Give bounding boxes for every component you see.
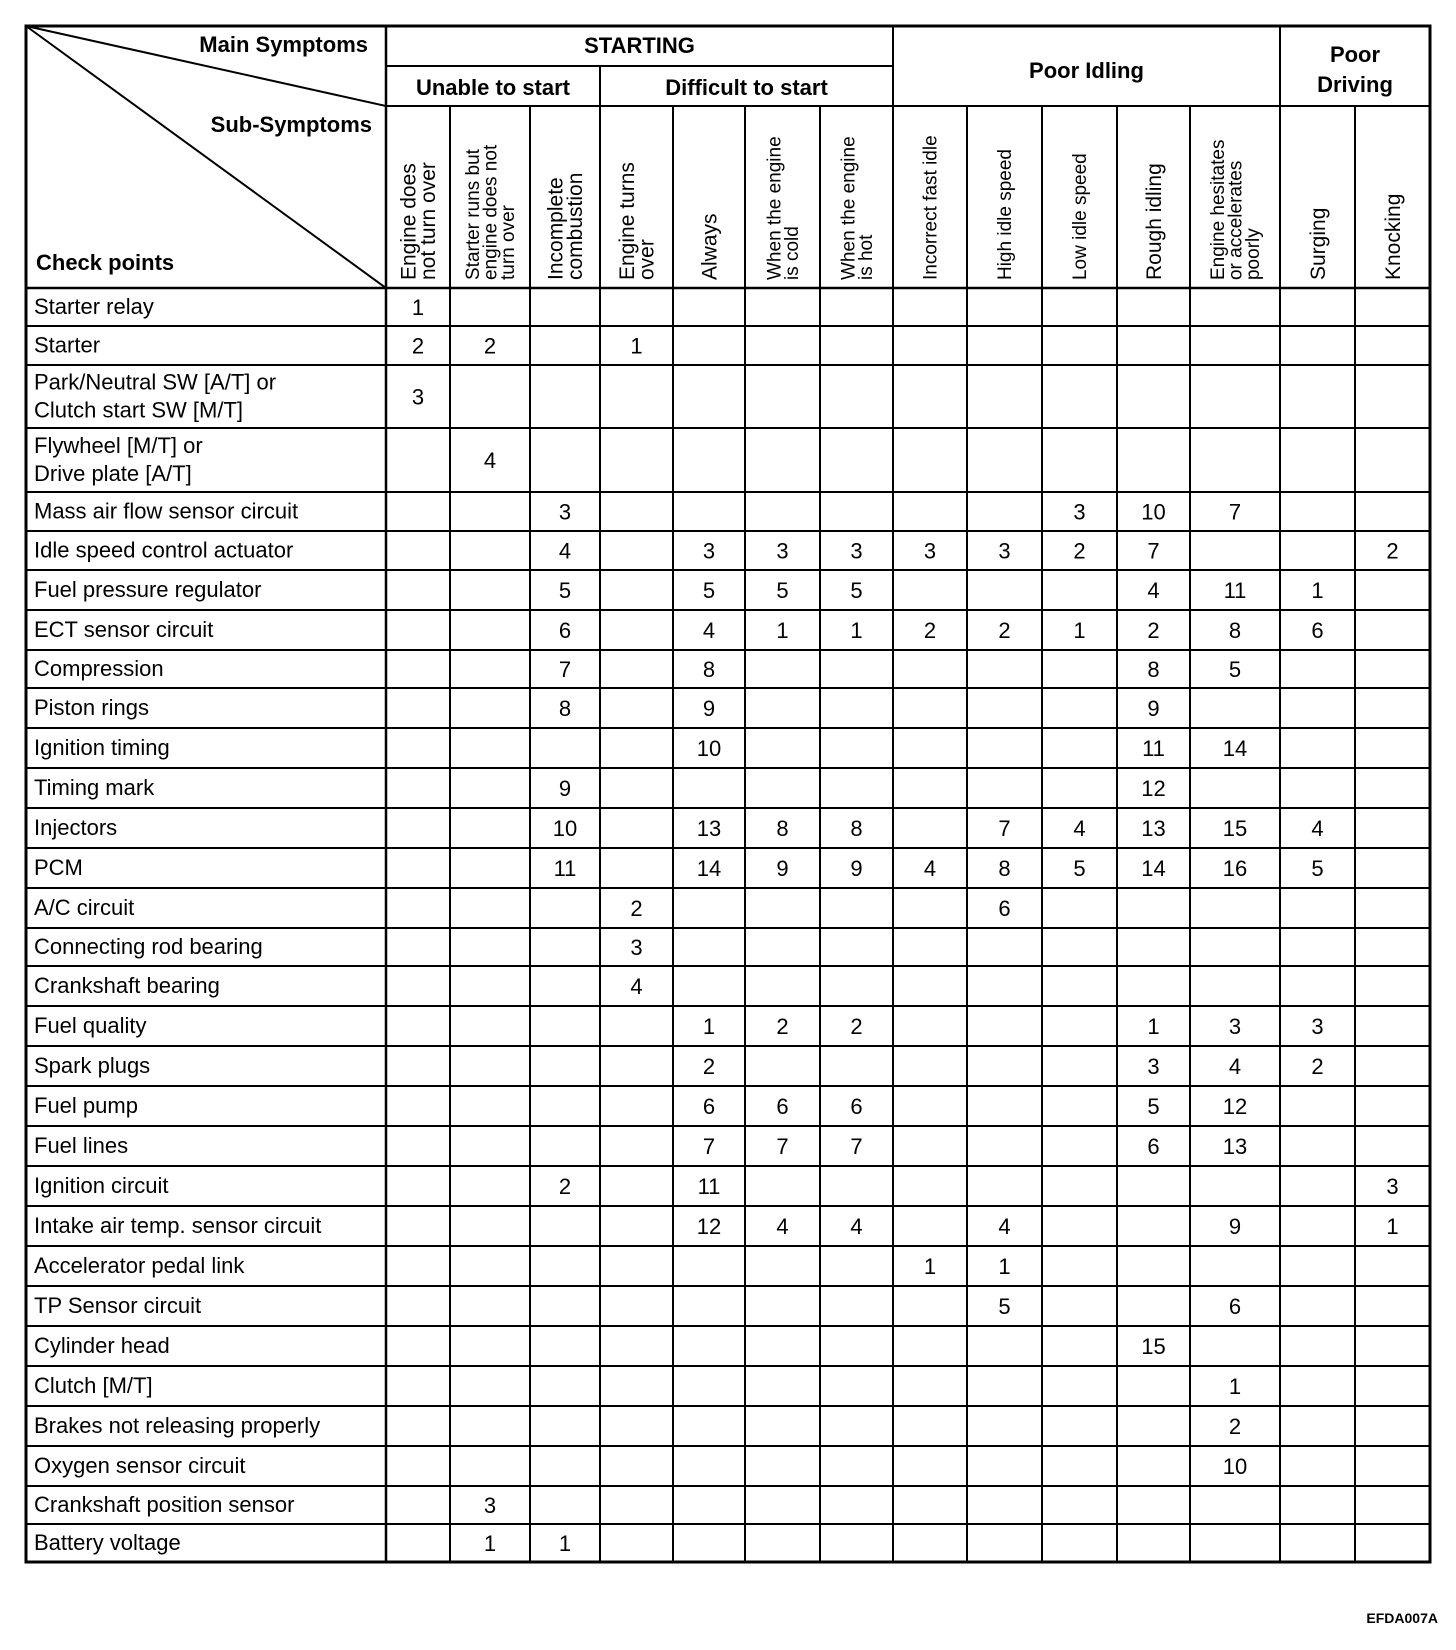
cell-value: 6 bbox=[850, 1094, 863, 1119]
column-header-8: High idle speed bbox=[995, 149, 1017, 280]
cell-value: 8 bbox=[776, 816, 789, 841]
cell-value: 3 bbox=[1073, 499, 1086, 525]
row-label: Ignition timing bbox=[34, 735, 170, 760]
cell-value: 10 bbox=[552, 816, 578, 841]
row-label: Fuel pressure regulator bbox=[34, 577, 262, 602]
cell-value: 1 bbox=[776, 618, 789, 643]
cell-value: 2 bbox=[558, 1174, 572, 1199]
row-label: Connecting rod bearing bbox=[34, 934, 263, 959]
group-poor-driving: Driving bbox=[1317, 72, 1393, 97]
column-header-12: Surging bbox=[1306, 207, 1330, 280]
cell-value: 3 bbox=[776, 538, 789, 564]
cell-value: 5 bbox=[1073, 856, 1086, 881]
row-label: TP Sensor circuit bbox=[34, 1293, 202, 1318]
cell-value: 1 bbox=[1147, 1014, 1160, 1039]
row-label: Drive plate [A/T] bbox=[34, 461, 192, 486]
row-label: Timing mark bbox=[34, 775, 155, 800]
row-label: Starter relay bbox=[34, 294, 154, 319]
cell-value: 6 bbox=[1311, 618, 1324, 643]
cell-value: 4 bbox=[1073, 816, 1086, 841]
column-header-2: combustion bbox=[564, 172, 588, 280]
cell-value: 7 bbox=[998, 816, 1011, 841]
main-symptoms-label: Main Symptoms bbox=[199, 32, 368, 57]
column-header-3: Engine turns bbox=[616, 162, 640, 280]
group-starting: STARTING bbox=[584, 33, 695, 58]
cell-value: 7 bbox=[1228, 499, 1242, 525]
cell-value: 4 bbox=[998, 1214, 1011, 1239]
column-header-5: is cold bbox=[781, 226, 803, 280]
column-header-11: poorly bbox=[1243, 228, 1265, 280]
cell-value: 7 bbox=[850, 1134, 863, 1159]
row-label: Oxygen sensor circuit bbox=[34, 1453, 246, 1478]
cell-value: 9 bbox=[702, 696, 716, 721]
cell-value: 3 bbox=[1311, 1014, 1324, 1039]
cell-value: 3 bbox=[411, 384, 425, 410]
cell-value: 5 bbox=[558, 578, 572, 603]
cell-value: 11 bbox=[697, 1174, 721, 1199]
cell-value: 9 bbox=[850, 856, 863, 881]
cell-value: 5 bbox=[850, 578, 863, 603]
group-poor-idling: Poor Idling bbox=[1029, 58, 1144, 83]
cell-value: 15 bbox=[1222, 816, 1248, 841]
cell-value: 3 bbox=[558, 499, 572, 525]
cell-value: 2 bbox=[776, 1014, 789, 1039]
column-header-6: When the engine bbox=[838, 136, 860, 280]
cell-value: 15 bbox=[1141, 1334, 1166, 1359]
cell-value: 8 bbox=[850, 816, 863, 841]
cell-value: 4 bbox=[483, 448, 497, 473]
column-header-1: Starter runs but bbox=[463, 149, 485, 280]
cell-value: 3 bbox=[923, 538, 937, 564]
cell-value: 2 bbox=[483, 333, 497, 359]
row-label: Intake air temp. sensor circuit bbox=[34, 1213, 322, 1238]
cell-value: 5 bbox=[1228, 657, 1242, 682]
cell-value: 5 bbox=[1311, 856, 1324, 881]
cell-value: 5 bbox=[998, 1294, 1011, 1319]
cell-value: 4 bbox=[1147, 578, 1160, 603]
row-label: Battery voltage bbox=[34, 1530, 181, 1555]
cell-value: 3 bbox=[483, 1493, 497, 1518]
cell-value: 1 bbox=[1311, 578, 1324, 603]
cell-value: 3 bbox=[1386, 1174, 1399, 1199]
row-label: Fuel quality bbox=[34, 1013, 147, 1038]
cell-value: 3 bbox=[1147, 1054, 1160, 1079]
cell-value: 1 bbox=[630, 333, 643, 359]
row-label: Accelerator pedal link bbox=[34, 1253, 245, 1278]
cell-value: 4 bbox=[1228, 1054, 1242, 1079]
row-label: Compression bbox=[34, 656, 164, 681]
cell-value: 7 bbox=[558, 657, 572, 682]
cell-value: 13 bbox=[696, 816, 722, 841]
row-label: Spark plugs bbox=[34, 1053, 151, 1078]
row-label: Crankshaft position sensor bbox=[34, 1492, 295, 1517]
column-header-1: engine does not bbox=[480, 144, 502, 280]
cell-value: 14 bbox=[1141, 856, 1166, 881]
cell-value: 7 bbox=[1147, 538, 1160, 564]
row-label: Brakes not releasing properly bbox=[34, 1413, 321, 1438]
group-poor-driving: Poor bbox=[1329, 42, 1381, 67]
row-label: Mass air flow sensor circuit bbox=[34, 498, 299, 524]
column-header-3: over bbox=[635, 239, 659, 280]
column-header-1: turn over bbox=[498, 205, 520, 280]
cell-value: 2 bbox=[411, 333, 425, 359]
cell-value: 7 bbox=[776, 1134, 789, 1159]
row-label: PCM bbox=[34, 855, 83, 880]
figure-code: EFDA007A bbox=[1366, 1610, 1438, 1626]
row-label: Fuel lines bbox=[34, 1133, 129, 1158]
cell-value: 13 bbox=[1141, 816, 1166, 841]
cell-value: 9 bbox=[1228, 1214, 1242, 1239]
row-label: Cylinder head bbox=[34, 1333, 170, 1358]
cell-value: 8 bbox=[702, 657, 716, 682]
cell-value: 12 bbox=[1141, 776, 1166, 801]
cell-value: 1 bbox=[1073, 618, 1086, 643]
row-label: A/C circuit bbox=[34, 895, 135, 920]
row-label: Fuel pump bbox=[34, 1093, 138, 1118]
cell-value: 5 bbox=[776, 578, 789, 603]
column-header-4: Always bbox=[698, 213, 722, 280]
cell-value: 1 bbox=[1386, 1214, 1399, 1239]
cell-value: 3 bbox=[1228, 1014, 1242, 1039]
cell-value: 2 bbox=[850, 1014, 863, 1039]
column-header-11: Engine hesitates bbox=[1208, 139, 1230, 280]
cell-value: 14 bbox=[1222, 736, 1248, 761]
cell-value: 10 bbox=[696, 736, 722, 761]
cell-value: 9 bbox=[776, 856, 789, 881]
cell-value: 11 bbox=[1223, 578, 1247, 603]
row-label: Clutch [M/T] bbox=[34, 1373, 153, 1398]
row-label: Injectors bbox=[34, 815, 118, 840]
cell-value: 2 bbox=[923, 618, 937, 643]
cell-value: 8 bbox=[1147, 657, 1160, 682]
cell-value: 6 bbox=[558, 618, 572, 643]
row-label: Park/Neutral SW [A/T] or bbox=[34, 369, 277, 395]
cell-value: 10 bbox=[1222, 1454, 1248, 1479]
cell-value: 14 bbox=[696, 856, 722, 881]
cell-value: 3 bbox=[850, 538, 863, 564]
column-header-6: is hot bbox=[855, 234, 877, 280]
cell-value: 5 bbox=[1147, 1094, 1160, 1119]
cell-value: 1 bbox=[998, 1254, 1011, 1279]
cell-value: 3 bbox=[630, 935, 643, 960]
cell-value: 1 bbox=[558, 1531, 572, 1556]
cell-value: 6 bbox=[1228, 1294, 1242, 1319]
cell-value: 5 bbox=[702, 578, 716, 603]
subgroup-difficult-to-start: Difficult to start bbox=[665, 75, 828, 100]
cell-value: 2 bbox=[1073, 538, 1086, 564]
column-header-2: Incomplete bbox=[544, 177, 568, 280]
cell-value: 2 bbox=[1311, 1054, 1324, 1079]
row-label: Flywheel [M/T] or bbox=[34, 433, 203, 458]
row-label: Crankshaft bearing bbox=[34, 973, 220, 998]
cell-value: 1 bbox=[483, 1531, 497, 1556]
cell-value: 7 bbox=[702, 1134, 716, 1159]
cell-value: 11 bbox=[1142, 736, 1165, 761]
sub-symptoms-label: Sub-Symptoms bbox=[210, 112, 372, 137]
cell-value: 12 bbox=[696, 1214, 722, 1239]
column-header-0: Engine does bbox=[397, 163, 421, 280]
cell-value: 6 bbox=[998, 896, 1011, 921]
cell-value: 4 bbox=[702, 618, 716, 643]
check-points-label: Check points bbox=[36, 250, 175, 275]
cell-value: 2 bbox=[998, 618, 1011, 643]
cell-value: 1 bbox=[411, 295, 425, 320]
cell-value: 11 bbox=[553, 856, 577, 881]
cell-value: 2 bbox=[1147, 618, 1160, 643]
cell-value: 8 bbox=[558, 696, 572, 721]
row-label: Piston rings bbox=[34, 695, 149, 720]
subgroup-unable-to-start: Unable to start bbox=[415, 75, 571, 100]
cell-value: 4 bbox=[558, 538, 572, 564]
column-header-0: not turn over bbox=[417, 162, 441, 280]
cell-value: 6 bbox=[776, 1094, 789, 1119]
column-header-13: Knocking bbox=[1381, 193, 1405, 280]
row-label: Starter bbox=[34, 332, 101, 358]
cell-value: 6 bbox=[1147, 1134, 1160, 1159]
cell-value: 4 bbox=[630, 974, 643, 999]
cell-value: 8 bbox=[998, 856, 1011, 881]
row-label: Ignition circuit bbox=[34, 1173, 169, 1198]
column-header-9: Low idle speed bbox=[1070, 153, 1092, 280]
cell-value: 1 bbox=[923, 1254, 937, 1279]
cell-value: 2 bbox=[1386, 538, 1399, 564]
cell-value: 3 bbox=[702, 538, 716, 564]
cell-value: 2 bbox=[630, 896, 643, 921]
cell-value: 16 bbox=[1222, 856, 1248, 881]
cell-value: 2 bbox=[702, 1054, 716, 1079]
cell-value: 4 bbox=[923, 856, 937, 881]
row-label: Idle speed control actuator bbox=[34, 537, 294, 563]
cell-value: 4 bbox=[776, 1214, 789, 1239]
cell-value: 8 bbox=[1228, 618, 1242, 643]
cell-value: 1 bbox=[850, 618, 863, 643]
cell-value: 10 bbox=[1141, 499, 1166, 525]
cell-value: 4 bbox=[1311, 816, 1324, 841]
cell-value: 2 bbox=[1228, 1414, 1242, 1439]
row-label: Clutch start SW [M/T] bbox=[34, 397, 244, 423]
cell-value: 3 bbox=[998, 538, 1011, 564]
cell-value: 1 bbox=[1228, 1374, 1242, 1399]
cell-value: 13 bbox=[1222, 1134, 1248, 1159]
column-header-5: When the engine bbox=[764, 136, 786, 280]
cell-value: 1 bbox=[702, 1014, 716, 1039]
cell-value: 4 bbox=[850, 1214, 863, 1239]
column-header-7: Incorrect fast idle bbox=[920, 135, 942, 280]
cell-value: 6 bbox=[702, 1094, 716, 1119]
row-label: ECT sensor circuit bbox=[34, 617, 214, 642]
cell-value: 12 bbox=[1222, 1094, 1248, 1119]
cell-value: 9 bbox=[1147, 696, 1160, 721]
column-header-10: Rough idling bbox=[1142, 163, 1166, 280]
column-header-11: or accelerates bbox=[1225, 160, 1247, 280]
cell-value: 9 bbox=[558, 776, 572, 801]
